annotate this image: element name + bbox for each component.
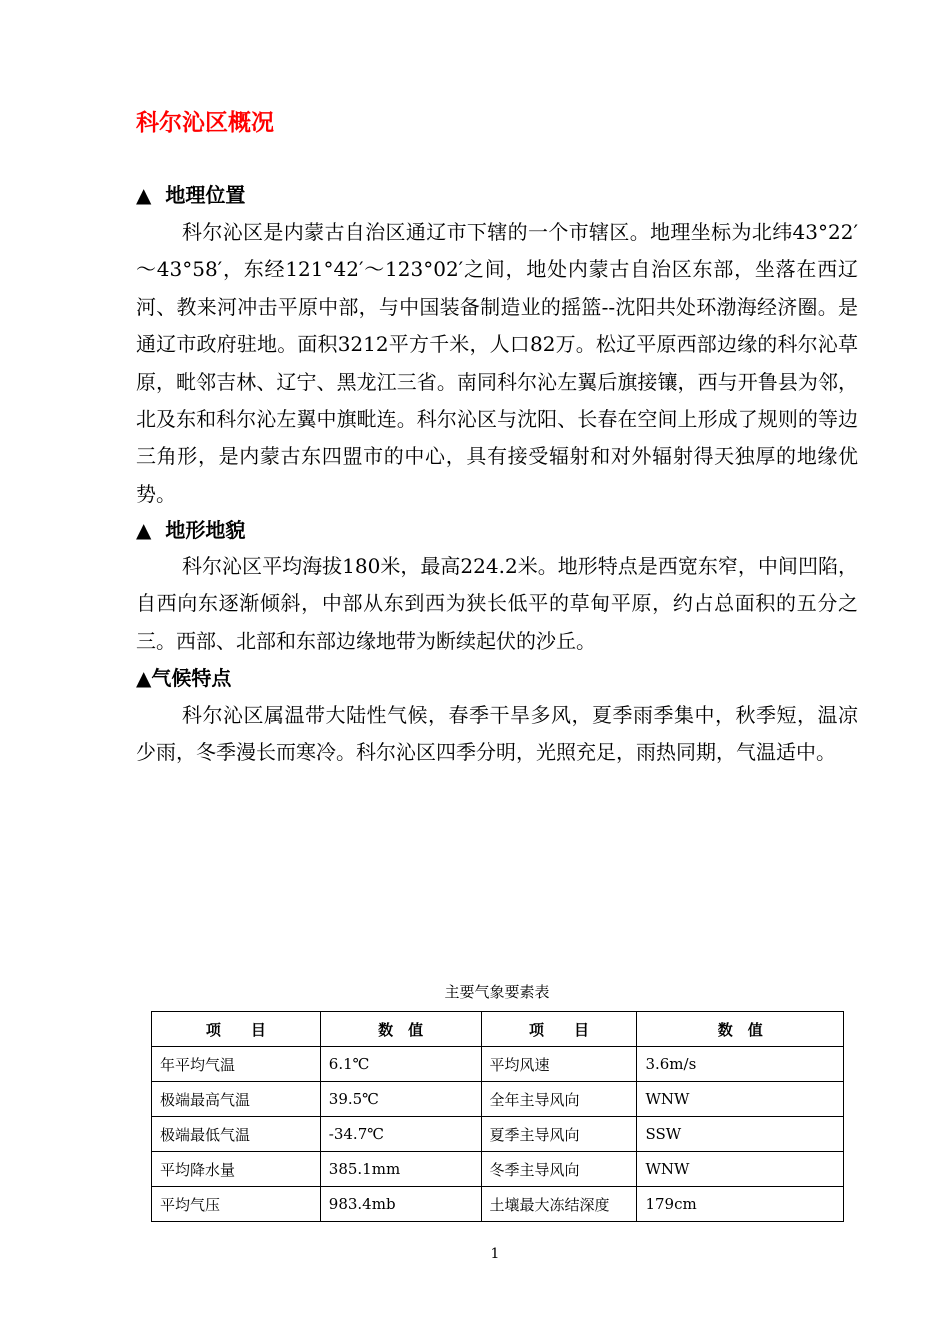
table-cell: 平均气压 xyxy=(152,1187,321,1222)
page-number: 1 xyxy=(490,1246,500,1262)
table-cell: 平均降水量 xyxy=(152,1152,321,1187)
section-heading-text: 地理位置 xyxy=(165,183,246,207)
weather-table xyxy=(151,1011,844,1222)
table-header-cell: 项 目 xyxy=(152,1012,321,1047)
page-title: 科尔沁区概况 xyxy=(136,110,274,136)
table-cell: 179cm xyxy=(637,1187,844,1222)
section-heading-terrain xyxy=(136,516,245,544)
table-cell: WNW xyxy=(637,1082,844,1117)
table-cell: 385.1mm xyxy=(320,1152,481,1187)
section-body-climate: 科尔沁区属温带大陆性气候，春季干旱多风，夏季雨季集中，秋季短，温凉少雨，冬季漫长而寒冷。科尔沁区四季分明，光照充足，雨热同期，气温适中。 xyxy=(136,703,858,765)
table-caption: 主要气象要素表 xyxy=(444,983,550,1001)
triangle-bullet-icon: ▲ xyxy=(136,518,152,542)
section-body-location: 科尔沁区是内蒙古自治区通辽市下辖的一个市辖区。地理坐标为北纬43°22′～43°58′，东经121°42′～123°02′之间，地处内蒙古自治区东部，坐落在西辽河、教来河冲击平原中部，与中国装备制造业的摇篮--沈阳共处环渤海经济圈。是通辽市政府驻地。面积3212平方千米，人口82万。松辽平原西部边缘的科尔沁草原，毗邻吉林、辽宁、黑龙江三省。南同科尔沁左翼后旗接镶，西与开鲁县为邻，北及东和科尔沁左翼中旗毗连。科尔沁区与沈阳、长春在空间上形成了规则的等边三角形，是内蒙古东四盟市的中心，具有接受辐射和对外辐射得天独厚的地缘优势。 xyxy=(136,220,858,506)
table-cell: 39.5℃ xyxy=(320,1082,481,1117)
table-cell: WNW xyxy=(637,1152,844,1187)
table-header-cell: 数 值 xyxy=(320,1012,481,1047)
table-cell: 3.6m/s xyxy=(637,1047,844,1082)
section-heading-location xyxy=(136,181,245,209)
table-cell: 年平均气温 xyxy=(152,1047,321,1082)
triangle-bullet-icon: ▲ xyxy=(136,666,152,690)
table-cell: 冬季主导风向 xyxy=(481,1152,637,1187)
table-cell: SSW xyxy=(637,1117,844,1152)
table-row xyxy=(152,1187,844,1222)
section-body-terrain: 科尔沁区平均海拔180米，最高224.2米。地形特点是西宽东窄，中间凹陷，自西向东逐渐倾斜，中部从东到西为狭长低平的草甸平原，约占总面积的五分之三。西部、北部和东部边缘地带为断续起伏的沙丘。 xyxy=(136,554,858,653)
table-cell: 夏季主导风向 xyxy=(481,1117,637,1152)
table-cell: -34.7℃ xyxy=(320,1117,481,1152)
table-header-row xyxy=(152,1012,844,1047)
table-row xyxy=(152,1152,844,1187)
triangle-bullet-icon: ▲ xyxy=(136,183,152,207)
table-cell: 土壤最大冻结深度 xyxy=(481,1187,637,1222)
section-heading-text: 气候特点 xyxy=(151,666,232,690)
table-cell: 极端最低气温 xyxy=(152,1117,321,1152)
table-cell: 极端最高气温 xyxy=(152,1082,321,1117)
table-row xyxy=(152,1082,844,1117)
section-heading-climate xyxy=(136,664,231,692)
table-cell: 6.1℃ xyxy=(320,1047,481,1082)
table-cell: 平均风速 xyxy=(481,1047,637,1082)
section-heading-text: 地形地貌 xyxy=(165,518,246,542)
table-header-cell: 数 值 xyxy=(637,1012,844,1047)
table-cell: 983.4mb xyxy=(320,1187,481,1222)
table-cell: 全年主导风向 xyxy=(481,1082,637,1117)
table-row xyxy=(152,1047,844,1082)
table-header-cell: 项 目 xyxy=(481,1012,637,1047)
table-row xyxy=(152,1117,844,1152)
